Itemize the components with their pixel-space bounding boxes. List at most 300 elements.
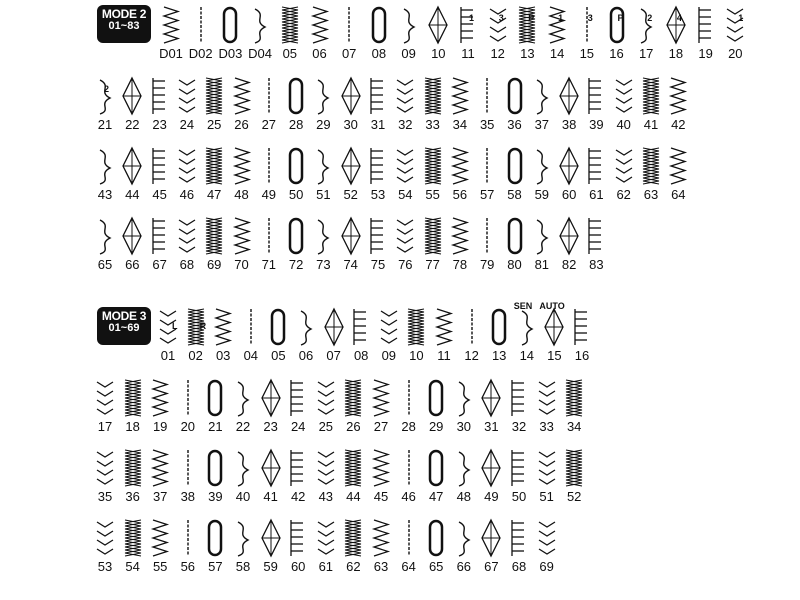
mode3-stitch-11: [431, 307, 457, 363]
mode2-stitch-63: [638, 146, 664, 202]
stitch-number-label: 83: [589, 257, 604, 272]
mode2-stitch-79: [474, 216, 500, 272]
stitch-pattern-icon: [238, 307, 264, 347]
stitch-pattern-icon: [529, 76, 555, 116]
stitch-pattern-icon: [307, 5, 333, 45]
stitch-mark-mode2.glyph_marks.m16: P: [617, 13, 624, 23]
mode2-stitch-12: [485, 5, 511, 61]
stitch-pattern-icon: [611, 146, 637, 186]
mode3-stitch-39: [202, 448, 228, 504]
stitch-number-label: 56: [180, 559, 196, 574]
stitch-pattern-icon: [202, 518, 228, 558]
mode2-stitch-39: [583, 76, 609, 132]
mode2-stitch-09: [396, 5, 422, 61]
mode3-stitch-59: [258, 518, 284, 574]
stitch-number-label: 33: [425, 117, 440, 132]
stitch-number-label: 82: [561, 257, 577, 272]
stitch-pattern-icon: [175, 518, 201, 558]
stitch-number-label: 23: [263, 419, 278, 434]
stitch-pattern-icon: [447, 146, 473, 186]
stitch-pattern-icon: [583, 216, 609, 256]
stitch-number-label: 80: [507, 257, 522, 272]
stitch-pattern-icon: [217, 5, 243, 45]
stitch-number-label: 13: [491, 348, 507, 363]
stitch-pattern-icon: [313, 378, 339, 418]
stitch-pattern-icon: [119, 146, 145, 186]
stitch-pattern-icon: [611, 76, 637, 116]
stitch-pattern-icon: [423, 448, 449, 488]
stitch-number-label: 70: [234, 257, 249, 272]
mode2-stitch-54: [392, 146, 418, 202]
stitch-pattern-icon: [210, 307, 236, 347]
stitch-pattern-icon: [455, 5, 481, 45]
stitch-number-label: 08: [371, 46, 387, 61]
stitch-number-label: 37: [534, 117, 550, 132]
stitch-number-label: 76: [398, 257, 413, 272]
stitch-pattern-icon: [120, 448, 146, 488]
stitch-number-label: 20: [728, 46, 743, 61]
mode3-stitch-03: [210, 307, 236, 363]
mode3-stitch-49: [478, 448, 504, 504]
stitch-number-label: 51: [316, 187, 331, 202]
stitch-number-label: 25: [318, 419, 334, 434]
mode2-stitch-14: [544, 5, 570, 61]
mode3-stitch-15: [539, 301, 567, 363]
mode2-stitch-80: [502, 216, 528, 272]
mode3-stitch-38: [175, 448, 201, 504]
stitch-number-label: 39: [589, 117, 604, 132]
stitch-number-label: 69: [539, 559, 554, 574]
mode3-stitch-34: [561, 378, 587, 434]
stitch-mark-mode3.glyph_marks.m01: L: [172, 321, 178, 331]
stitch-pattern-icon: [313, 518, 339, 558]
mode2-stitch-19: [693, 5, 719, 61]
mode2-stitch-55: [420, 146, 446, 202]
stitch-pattern-icon: [202, 448, 228, 488]
mode3-stitch-61: [313, 518, 339, 574]
stitch-number-label: 42: [671, 117, 686, 132]
mode2-stitch-35: [474, 76, 500, 132]
stitch-pattern-icon: [336, 5, 362, 45]
stitch-pattern-icon: [174, 76, 200, 116]
stitch-number-label: 58: [235, 559, 251, 574]
mode2-stitch-77: [420, 216, 446, 272]
stitch-number-label: 21: [97, 117, 113, 132]
stitch-pattern-icon: [485, 5, 511, 45]
stitch-pattern-icon: [230, 378, 256, 418]
stitch-pattern-icon: [392, 146, 418, 186]
stitch-pattern-icon: [366, 5, 392, 45]
stitch-pattern-icon: [120, 518, 146, 558]
mode2-stitch-27: [256, 76, 282, 132]
stitch-number-label: 59: [534, 187, 550, 202]
stitch-number-label: 15: [547, 348, 562, 363]
stitch-pattern-icon: [556, 76, 582, 116]
stitch-number-label: 37: [152, 489, 168, 504]
stitch-pattern-icon: [229, 146, 255, 186]
stitch-number-label: 29: [428, 419, 444, 434]
stitch-pattern-icon: [561, 448, 587, 488]
stitch-number-label: 55: [152, 559, 168, 574]
stitch-number-label: 39: [208, 489, 223, 504]
stitch-number-label: 26: [234, 117, 249, 132]
stitch-number-label: 67: [152, 257, 167, 272]
stitch-number-label: 31: [484, 419, 499, 434]
stitch-number-label: 68: [179, 257, 195, 272]
stitch-number-label: 45: [152, 187, 167, 202]
stitch-number-label: 06: [298, 348, 314, 363]
stitch-pattern-icon: [423, 378, 449, 418]
mode2-stitch-59: [529, 146, 555, 202]
mode2-stitch-61: [583, 146, 609, 202]
stitch-mark-mode2.glyph_marks.m12: 3: [498, 13, 504, 23]
stitch-pattern-icon: [365, 216, 391, 256]
mode2-stitch-74: [338, 216, 364, 272]
stitch-number-label: 16: [609, 46, 624, 61]
stitch-number-label: 32: [511, 419, 527, 434]
stitch-pattern-icon: [310, 216, 336, 256]
stitch-number-label: 25: [206, 117, 222, 132]
mode2-stitch-24: [174, 76, 200, 132]
stitch-number-label: 21: [208, 419, 223, 434]
stitch-number-label: 54: [398, 187, 413, 202]
stitch-number-label: 40: [616, 117, 631, 132]
stitch-pattern-icon: [638, 146, 664, 186]
stitch-number-label: 53: [370, 187, 386, 202]
mode2-badge: [97, 5, 151, 43]
stitch-number-label: 45: [373, 489, 389, 504]
stitch-mark-mode2.glyph_marks.m11: 1: [469, 13, 475, 23]
stitch-number-label: 04: [243, 348, 259, 363]
stitch-pattern-icon: [285, 448, 311, 488]
mode2-stitch-49: [256, 146, 282, 202]
mode3-stitch-16: [569, 307, 595, 363]
stitch-pattern-icon: [534, 448, 560, 488]
mode3-stitch-63: [368, 518, 394, 574]
mode3-badge: [97, 307, 151, 345]
stitch-number-label: 68: [511, 559, 527, 574]
mode2-stitch-10: [425, 5, 451, 61]
mode3-stitch-44: [340, 448, 366, 504]
stitch-number-label: 29: [316, 117, 331, 132]
mode3-stitch-43: [313, 448, 339, 504]
stitch-number-label: 09: [381, 348, 397, 363]
mode2-stitch-47: [201, 146, 227, 202]
mode2-stitch-11: [455, 5, 481, 61]
stitch-pattern-icon: [529, 146, 555, 186]
stitch-number-label: 19: [152, 419, 168, 434]
mode3-stitch-67: [478, 518, 504, 574]
stitch-pattern-icon: [285, 518, 311, 558]
stitch-number-label: 59: [263, 559, 278, 574]
stitch-pattern-icon: [92, 518, 118, 558]
mode3-stitch-46: [396, 448, 422, 504]
stitch-mark-mode2.glyph_marks.m13: P: [528, 13, 535, 23]
stitch-number-label: 44: [346, 489, 361, 504]
mode2-stitch-40: [611, 76, 637, 132]
stitch-number-label: 42: [290, 489, 306, 504]
mode3-stitch-25: [313, 378, 339, 434]
stitch-pattern-icon: [544, 5, 570, 45]
stitch-number-label: 27: [373, 419, 389, 434]
stitch-pattern-icon: [277, 5, 303, 45]
stitch-pattern-icon: [293, 307, 319, 347]
stitch-pattern-icon: [265, 307, 291, 347]
mode2-stitch-22: [119, 76, 145, 132]
stitch-number-label: D02: [188, 46, 213, 61]
stitch-number-label: 16: [574, 348, 590, 363]
mode2-stitch-17: [633, 5, 659, 61]
stitch-number-label: 07: [326, 348, 341, 363]
stitch-pattern-icon: [502, 216, 528, 256]
mode2-stitch-71: [256, 216, 282, 272]
mode3-stitch-48: [451, 448, 477, 504]
stitch-pattern-icon: [722, 5, 748, 45]
mode2-stitch-21: [92, 76, 118, 132]
stitch-pattern-icon: [451, 518, 477, 558]
stitch-number-label: 41: [643, 117, 659, 132]
stitch-number-label: 65: [97, 257, 113, 272]
stitch-mark-mode2.glyph_marks.m14: 1: [558, 13, 564, 23]
stitch-number-label: 12: [490, 46, 505, 61]
stitch-number-label: 53: [97, 559, 113, 574]
stitch-pattern-icon: [502, 146, 528, 186]
mode2-stitch-44: [119, 146, 145, 202]
stitch-pattern-icon: [506, 448, 532, 488]
mode2-stitch-d02: [188, 5, 214, 61]
mode2-stitch-13: [514, 5, 540, 61]
stitch-number-label: 19: [698, 46, 713, 61]
stitch-pattern-icon: [175, 448, 201, 488]
stitch-pattern-icon: [338, 146, 364, 186]
stitch-pattern-icon: [502, 76, 528, 116]
mode2-stitch-51: [310, 146, 336, 202]
stitch-pattern-icon: [561, 378, 587, 418]
stitch-pattern-icon: [569, 307, 595, 347]
stitch-number-label: 01: [160, 348, 176, 363]
stitch-pattern-icon: [283, 76, 309, 116]
stitch-number-label: 62: [616, 187, 631, 202]
mode3-stitch-10: [403, 307, 429, 363]
mode2-stitch-25: [201, 76, 227, 132]
mode2-stitch-26: [229, 76, 255, 132]
stitch-pattern-icon: [201, 216, 227, 256]
mode2-stitch-53: [365, 146, 391, 202]
mode2-stitch-57: [474, 146, 500, 202]
stitch-pattern-icon: [447, 216, 473, 256]
mode2-stitch-70: [229, 216, 255, 272]
stitch-number-label: 40: [235, 489, 251, 504]
stitch-number-label: 23: [152, 117, 167, 132]
mode3-stitch-51: [534, 448, 560, 504]
stitch-pattern-icon: [583, 146, 609, 186]
mode2-stitch-34: [447, 76, 473, 132]
stitch-pattern-icon: [340, 518, 366, 558]
mode2-badge-title: MODE 2: [101, 7, 147, 21]
stitch-number-label: 09: [401, 46, 416, 61]
mode3-stitch-14: [513, 301, 540, 363]
stitch-number-label: 63: [373, 559, 389, 574]
mode3-stitch-12: [459, 307, 485, 363]
stitch-number-label: 52: [566, 489, 582, 504]
stitch-pattern-icon: [474, 146, 500, 186]
mode3-stitch-27: [368, 378, 394, 434]
stitch-number-label: 14: [549, 46, 565, 61]
stitch-number-label: 64: [671, 187, 686, 202]
stitch-number-label: 44: [125, 187, 140, 202]
stitch-number-label: 75: [370, 257, 386, 272]
mode3-stitch-62: [340, 518, 366, 574]
mode2-stitch-37: [529, 76, 555, 132]
mode3-stitch-65: [423, 518, 449, 574]
mode3-stitch-64: [396, 518, 422, 574]
mode3-stitch-52: [561, 448, 587, 504]
stitch-pattern-icon: [534, 518, 560, 558]
stitch-pattern-icon: [283, 216, 309, 256]
stitch-number-label: 64: [401, 559, 416, 574]
mode3-stitch-69: [534, 518, 560, 574]
stitch-number-label: 61: [589, 187, 604, 202]
mode2-stitch-15: [574, 5, 600, 61]
mode3-stitch-45: [368, 448, 394, 504]
mode3-stitch-13: [486, 307, 512, 363]
stitch-pattern-icon: [229, 76, 255, 116]
stitch-mark-mode2.glyph_marks.m17: 2: [647, 13, 653, 23]
stitch-pattern-icon: [514, 307, 540, 347]
stitch-number-label: 43: [97, 187, 113, 202]
stitch-number-label: 55: [425, 187, 440, 202]
mode3-stitch-20: [175, 378, 201, 434]
mode2-stitch-82: [556, 216, 582, 272]
stitch-number-label: 66: [456, 559, 472, 574]
stitch-number-label: 08: [353, 348, 369, 363]
stitch-number-label: 50: [511, 489, 527, 504]
stitch-pattern-icon: [376, 307, 402, 347]
stitch-number-label: 20: [180, 419, 196, 434]
stitch-pattern-icon: [478, 378, 504, 418]
stitch-pattern-icon: [529, 216, 555, 256]
mode3-stitch-33: [534, 378, 560, 434]
mode2-stitch-41: [638, 76, 664, 132]
stitch-pattern-icon: [403, 307, 429, 347]
stitch-number-label: 13: [520, 46, 535, 61]
mode3-stitch-22: [230, 378, 256, 434]
stitch-pattern-icon: [310, 76, 336, 116]
mode2-stitch-42: [665, 76, 691, 132]
stitch-pattern-icon: [365, 76, 391, 116]
stitch-pattern-icon: [310, 146, 336, 186]
mode3-stitch-57: [202, 518, 228, 574]
stitch-pattern-icon: [574, 5, 600, 45]
stitch-pattern-icon: [202, 378, 228, 418]
mode2-stitch-73: [310, 216, 336, 272]
stitch-pattern-icon: [478, 518, 504, 558]
stitch-pattern-icon: [147, 518, 173, 558]
stitch-pattern-icon: [174, 216, 200, 256]
stitch-number-label: 52: [343, 187, 358, 202]
stitch-pattern-icon: [633, 5, 659, 45]
stitch-number-label: 27: [261, 117, 277, 132]
mode3-stitch-07: [321, 307, 347, 363]
mode2-stitch-64: [665, 146, 691, 202]
stitch-pattern-icon: [451, 378, 477, 418]
stitch-pattern-icon: [425, 5, 451, 45]
mode3-stitch-23: [258, 378, 284, 434]
mode3-stitch-28: [396, 378, 422, 434]
mode3-stitch-40: [230, 448, 256, 504]
stitch-number-label: 61: [318, 559, 334, 574]
stitch-number-label: 02: [188, 348, 203, 363]
stitch-pattern-icon: [604, 5, 630, 45]
mode2-stitch-29: [310, 76, 336, 132]
stitch-number-label: 72: [288, 257, 304, 272]
mode2-stitch-58: [502, 146, 528, 202]
stitch-number-label: D03: [218, 46, 243, 61]
mode3-stitch-68: [506, 518, 532, 574]
stitch-number-label: 03: [215, 348, 231, 363]
stitch-pattern-icon: [230, 448, 256, 488]
stitch-pattern-icon: [506, 378, 532, 418]
stitch-number-label: 22: [235, 419, 251, 434]
stitch-number-label: 35: [97, 489, 113, 504]
stitch-number-label: 24: [179, 117, 195, 132]
mode3-stitch-05: [265, 307, 291, 363]
mode3-stitch-50: [506, 448, 532, 504]
stitch-number-label: 48: [234, 187, 249, 202]
stitch-number-label: 11: [461, 46, 475, 61]
stitch-pattern-icon: [256, 76, 282, 116]
stitch-number-label: 35: [479, 117, 495, 132]
stitch-mark-mode2.glyph_marks.m21: 2: [104, 84, 110, 94]
stitch-number-label: 54: [125, 559, 140, 574]
stitch-pattern-icon: [451, 448, 477, 488]
mode3-stitch-31: [478, 378, 504, 434]
mode3-stitch-47: [423, 448, 449, 504]
stitch-pattern-icon: [147, 146, 173, 186]
stitch-pattern-icon: [119, 76, 145, 116]
mode3-stitch-01: [155, 307, 181, 363]
stitch-pattern-icon: [201, 146, 227, 186]
mode2-stitch-d01: [158, 5, 184, 61]
stitch-pattern-icon: [230, 518, 256, 558]
stitch-number-label: 28: [288, 117, 304, 132]
stitch-pattern-icon: [396, 5, 422, 45]
stitch-pattern-icon: [534, 378, 560, 418]
stitch-pattern-icon: [556, 146, 582, 186]
stitch-pattern-icon: [147, 76, 173, 116]
stitch-number-label: D01: [159, 46, 183, 61]
mode3-stitch-18: [120, 378, 146, 434]
stitch-pattern-icon: [365, 146, 391, 186]
mode2-stitch-30: [338, 76, 364, 132]
mode2-stitch-60: [556, 146, 582, 202]
mode2-stitch-d04: [247, 5, 273, 61]
mode2-stitch-48: [229, 146, 255, 202]
mode3-stitch-32: [506, 378, 532, 434]
mode3-stitch-30: [451, 378, 477, 434]
mode2-badge-range: 01~83: [108, 19, 140, 32]
stitch-pattern-icon: [174, 146, 200, 186]
mode2-stitch-16: [604, 5, 630, 61]
mode3-stitch-60: [285, 518, 311, 574]
stitch-pattern-icon: [256, 146, 282, 186]
mode2-stitch-18: [663, 5, 689, 61]
stitch-number-label: 74: [343, 257, 358, 272]
mode2-stitch-20: [722, 5, 748, 61]
stitch-number-label: 28: [401, 419, 416, 434]
mode2-stitch-75: [365, 216, 391, 272]
stitch-pattern-icon: [92, 216, 118, 256]
